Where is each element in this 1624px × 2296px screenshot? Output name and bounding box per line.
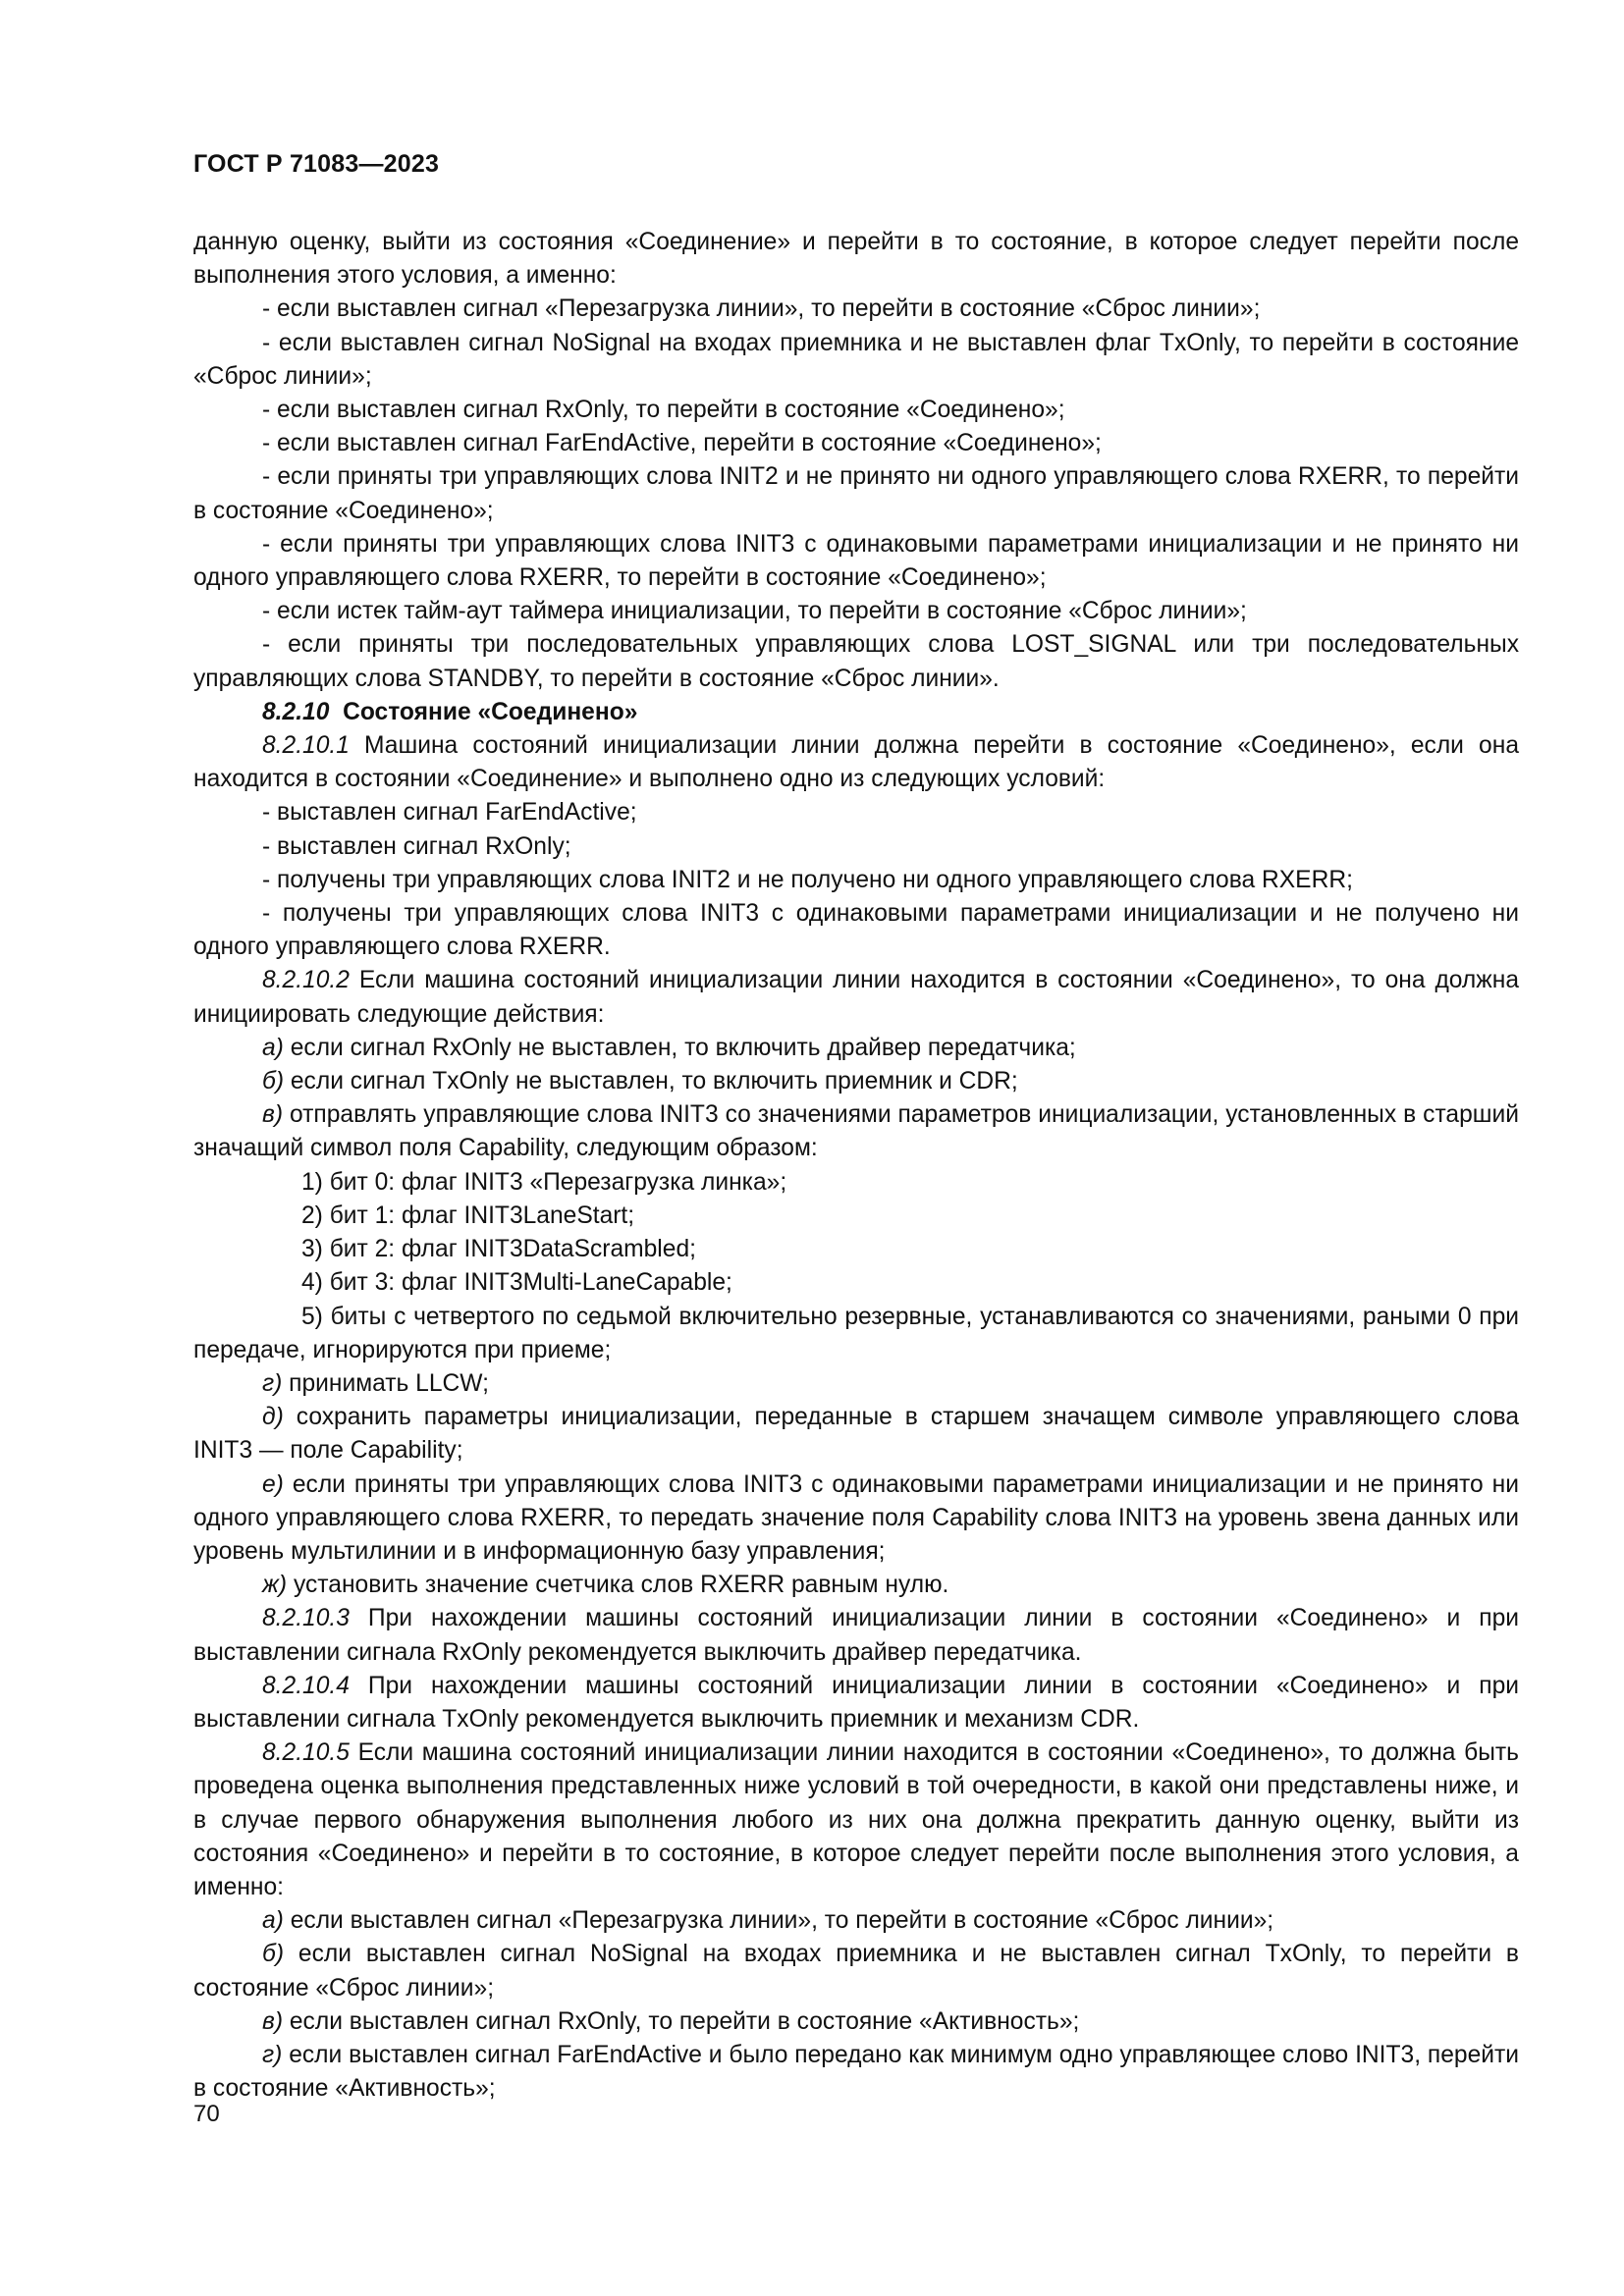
clause bbox=[193, 964, 1519, 1031]
sub-list-item bbox=[193, 1266, 1519, 1300]
list-item bbox=[193, 1904, 1519, 1938]
section-number: 8.2.10 bbox=[262, 698, 330, 725]
paragraph-text: - если выставлен сигнал RxOnly, то перейти в состояние «Соединено»; bbox=[262, 397, 1065, 424]
list-item bbox=[193, 1468, 1519, 1570]
list-item bbox=[193, 897, 1519, 964]
list-item bbox=[193, 460, 1519, 527]
list-item bbox=[193, 1065, 1519, 1098]
paragraph-text: если выставлен сигнал «Перезагрузка линии», то перейти в состояние «Сброс линии»; bbox=[290, 1907, 1274, 1935]
clause bbox=[193, 1670, 1519, 1736]
list-item bbox=[193, 830, 1519, 864]
paragraph-text: данную оценку, выйти из состояния «Соединение» и перейти в то состояние, в которое следует перейти после выполнения этого условия, а именно: bbox=[193, 229, 1519, 290]
paragraph-text: - получены три управляющих слова INIT2 и не получено ни одного управляющего слова RXERR; bbox=[262, 866, 1353, 893]
paragraph-text: - если приняты три последовательных управляющих слова LOST_SIGNAL или три последовательных управляющих слова STANDBY, то перейти в состояние «Сброс линии». bbox=[193, 631, 1519, 692]
clause-number: 8.2.10.4 bbox=[262, 1672, 350, 1699]
item-marker: е) bbox=[262, 1470, 284, 1498]
section-title: Состояние «Соединено» bbox=[343, 698, 638, 725]
page-number: 70 bbox=[193, 2101, 220, 2127]
list-item bbox=[193, 1367, 1519, 1401]
clause-number: 8.2.10.1 bbox=[262, 732, 350, 760]
list-item bbox=[193, 1938, 1519, 2004]
list-item bbox=[193, 796, 1519, 829]
list-item bbox=[193, 628, 1519, 695]
sub-list-item bbox=[193, 1166, 1519, 1200]
item-marker: в) bbox=[262, 2007, 284, 2035]
paragraph-text: - выставлен сигнал RxOnly; bbox=[262, 832, 571, 860]
item-marker: ж) bbox=[262, 1572, 288, 1599]
paragraph-text: - если выставлен сигнал «Перезагрузка линии», то перейти в состояние «Сброс линии»; bbox=[262, 295, 1261, 323]
list-item bbox=[193, 293, 1519, 326]
sub-list-item bbox=[193, 1301, 1519, 1367]
list-item bbox=[193, 2039, 1519, 2106]
list-item bbox=[193, 2005, 1519, 2039]
item-marker: а) bbox=[262, 1907, 284, 1935]
section-heading bbox=[193, 696, 1519, 729]
paragraph-text: - если выставлен сигнал NoSignal на входах приемника и не выставлен флаг TxOnly, то перейти в состояние «Сброс линии»; bbox=[193, 329, 1519, 390]
list-item bbox=[193, 1401, 1519, 1468]
paragraph-text: 4) бит 3: флаг INIT3Multi-LaneCapable; bbox=[301, 1269, 732, 1297]
item-marker: б) bbox=[262, 1068, 285, 1095]
paragraph-text: При нахождении машины состояний инициализации линии в состоянии «Соединено» и при выставлении сигнала TxOnly рекомендуется выключить приемник и механизм CDR. bbox=[193, 1672, 1519, 1733]
list-item bbox=[193, 595, 1519, 628]
paragraph-text: 2) бит 1: флаг INIT3LaneStart; bbox=[301, 1201, 635, 1229]
paragraph-text: При нахождении машины состояний инициализации линии в состоянии «Соединено» и при выставлении сигнала RxOnly рекомендуется выключить драйвер передатчика. bbox=[193, 1605, 1519, 1666]
item-marker: а) bbox=[262, 1034, 284, 1061]
document-body bbox=[193, 226, 1519, 2106]
clause bbox=[193, 1602, 1519, 1669]
clause bbox=[193, 1736, 1519, 1904]
paragraph-text: 5) биты с четвертого по седьмой включительно резервные, устанавливаются со значениями, раными 0 при передаче, игнорируются при приеме; bbox=[193, 1303, 1519, 1363]
paragraph-text: Машина состояний инициализации линии должна перейти в состояние «Соединено», если она находится в состоянии «Соединение» и выполнено одно из следующих условий: bbox=[193, 732, 1519, 793]
paragraph-text: отправлять управляющие слова INIT3 со значениями параметров инициализации, установленных в старший значащий символ поля Capability, следующим образом: bbox=[193, 1101, 1519, 1162]
paragraph-text: - выставлен сигнал FarEndActive; bbox=[262, 799, 637, 827]
list-item bbox=[193, 327, 1519, 394]
list-item bbox=[193, 528, 1519, 595]
item-marker: в) bbox=[262, 1101, 284, 1129]
list-item bbox=[193, 864, 1519, 897]
paragraph-text: если выставлен сигнал RxOnly, то перейти в состояние «Активность»; bbox=[289, 2007, 1080, 2035]
paragraph-text: сохранить параметры инициализации, переданные в старшем значащем символе управляющего слова INIT3 — поле Capability; bbox=[193, 1404, 1519, 1465]
clause bbox=[193, 729, 1519, 796]
paragraph-text: если выставлен сигнал FarEndActive и было передано как минимум одно управляющее слово INIT3, перейти в состояние «Активность»; bbox=[193, 2041, 1519, 2103]
paragraph-text: если выставлен сигнал NoSignal на входах приемника и не выставлен сигнал TxOnly, то перейти в состояние «Сброс линии»; bbox=[193, 1941, 1519, 2002]
paragraph bbox=[193, 226, 1519, 293]
paragraph-text: - если истек тайм-аут таймера инициализации, то перейти в состояние «Сброс линии»; bbox=[262, 598, 1247, 625]
clause-number: 8.2.10.2 bbox=[262, 967, 350, 994]
clause-number: 8.2.10.3 bbox=[262, 1605, 350, 1632]
list-item bbox=[193, 1032, 1519, 1065]
item-marker: б) bbox=[262, 1941, 285, 1968]
paragraph-text: если сигнал RxOnly не выставлен, то включить драйвер передатчика; bbox=[290, 1034, 1076, 1061]
paragraph-text: если приняты три управляющих слова INIT3 с одинаковыми параметрами инициализации и не принято ни одного управляющего слова RXERR, то передать значение поля Capability слова INIT3 на уровень звена данных или уровень мультилинии и в информационную базу управления; bbox=[193, 1470, 1519, 1565]
item-marker: д) bbox=[262, 1404, 284, 1431]
item-marker: г) bbox=[262, 2041, 283, 2068]
paragraph-text: установить значение счетчика слов RXERR равным нулю. bbox=[293, 1572, 949, 1599]
list-item bbox=[193, 394, 1519, 427]
paragraph-text: - если приняты три управляющих слова INIT3 с одинаковыми параметрами инициализации и не принято ни одного управляющего слова RXERR, то перейти в состояние «Соединено»; bbox=[193, 530, 1519, 592]
sub-list-item bbox=[193, 1200, 1519, 1233]
sub-list-item bbox=[193, 1233, 1519, 1266]
paragraph-text: - если приняты три управляющих слова INIT2 и не принято ни одного управляющего слова RXERR, то перейти в состояние «Соединено»; bbox=[193, 463, 1519, 524]
list-item bbox=[193, 1098, 1519, 1165]
paragraph-text: 3) бит 2: флаг INIT3DataScrambled; bbox=[301, 1236, 696, 1263]
paragraph-text: если сигнал TxOnly не выставлен, то включить приемник и CDR; bbox=[290, 1068, 1018, 1095]
paragraph-text: принимать LLCW; bbox=[289, 1369, 489, 1397]
paragraph-text: Если машина состояний инициализации линии находится в состоянии «Соединено», то должна быть проведена оценка выполнения представленных ниже условий в той очередности, в какой они представлены ниже, и в случае первого обнаружения выполнения любого из них она должна прекратить данную оценку, выйти из состояния «Соединено» и перейти в то состояние, в которое следует перейти после выполнения этого условия, а именно: bbox=[193, 1739, 1519, 1900]
paragraph-text: - если выставлен сигнал FarEndActive, перейти в состояние «Соединено»; bbox=[262, 430, 1102, 457]
paragraph-text: - получены три управляющих слова INIT3 с одинаковыми параметрами инициализации и не получено ни одного управляющего слова RXERR. bbox=[193, 900, 1519, 961]
list-item bbox=[193, 1569, 1519, 1602]
paragraph-text: 1) бит 0: флаг INIT3 «Перезагрузка линка»; bbox=[301, 1168, 787, 1196]
item-marker: г) bbox=[262, 1369, 283, 1397]
clause-number: 8.2.10.5 bbox=[262, 1739, 350, 1767]
document-header: ГОСТ Р 71083—2023 bbox=[193, 150, 440, 178]
list-item bbox=[193, 427, 1519, 460]
paragraph-text: Если машина состояний инициализации линии находится в состоянии «Соединено», то она должна инициировать следующие действия: bbox=[193, 967, 1519, 1028]
